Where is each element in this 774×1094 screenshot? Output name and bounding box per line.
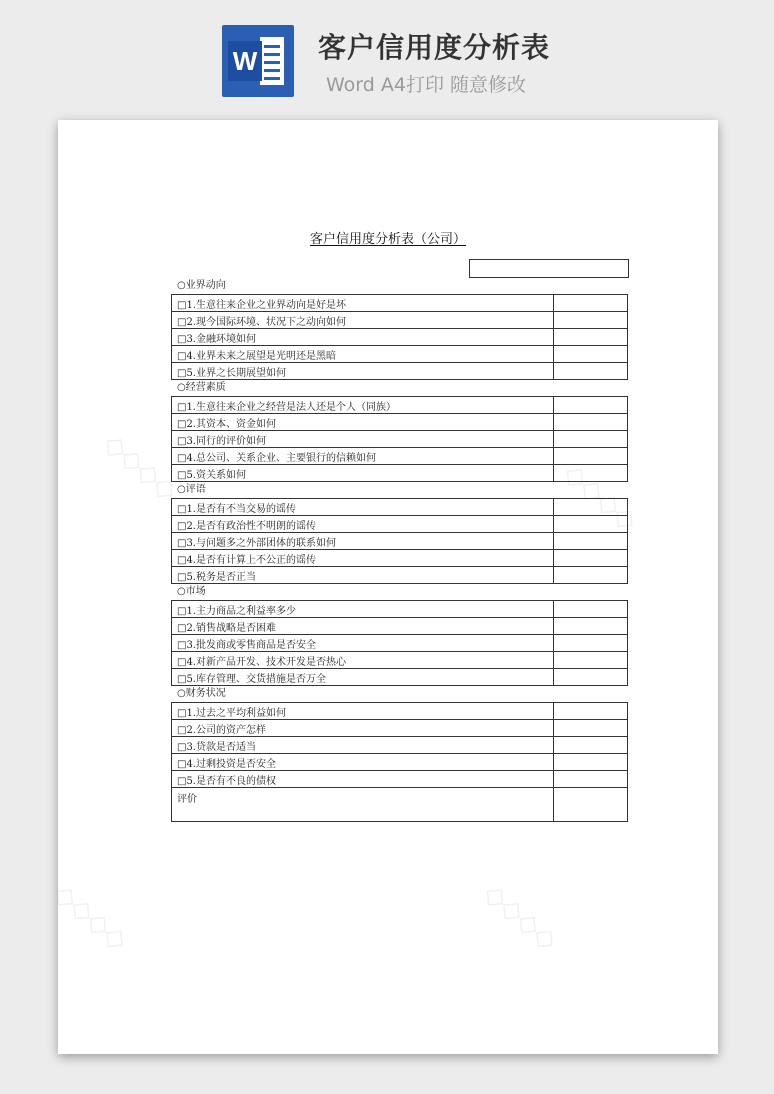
- table-row: [172, 346, 628, 363]
- item-value-cell[interactable]: [554, 601, 628, 618]
- table-row: [172, 329, 628, 346]
- word-logo-icon: [222, 25, 294, 97]
- section-table: [171, 396, 628, 482]
- item-value-cell[interactable]: [554, 618, 628, 635]
- table-row: [172, 499, 628, 516]
- evaluation-value-cell[interactable]: [554, 788, 628, 822]
- section-table: [171, 498, 628, 584]
- table-row: [172, 295, 628, 312]
- table-row: [172, 652, 628, 669]
- watermark: ◇◇◇◇: [477, 876, 565, 957]
- item-label: □3.贷款是否适当: [172, 737, 554, 754]
- item-label: □1.生意往来企业之业界动向是好是坏: [172, 295, 554, 312]
- table-row: [172, 720, 628, 737]
- item-label: □5.资关系如何: [172, 465, 554, 482]
- document-page: [47, 120, 718, 1054]
- item-label: □3.同行的评价如何: [172, 431, 554, 448]
- table-row: [172, 363, 628, 380]
- evaluation-label: 评价: [172, 788, 554, 822]
- item-label: □4.总公司、关系企业、主要银行的信赖如何: [172, 448, 554, 465]
- item-value-cell[interactable]: [554, 737, 628, 754]
- banner-subtitle: Word A4打印 随意修改: [326, 74, 527, 96]
- item-label: □1.过去之平均利益如何: [172, 703, 554, 720]
- evaluation-row: [172, 788, 628, 822]
- banner-header: [0, 0, 774, 110]
- table-row: [172, 312, 628, 329]
- section-title: ○财务状况: [177, 688, 226, 699]
- item-label: □4.过剩投资是否安全: [172, 754, 554, 771]
- item-value-cell[interactable]: [554, 431, 628, 448]
- item-value-cell[interactable]: [554, 414, 628, 431]
- table-row: [172, 567, 628, 584]
- section-title: ○业界动向: [177, 280, 226, 291]
- table-row: [172, 618, 628, 635]
- table-row: [172, 754, 628, 771]
- item-value-cell[interactable]: [554, 329, 628, 346]
- watermark: ◇◇◇◇: [97, 426, 185, 507]
- table-row: [172, 397, 628, 414]
- table-row: [172, 737, 628, 754]
- table-row: [172, 771, 628, 788]
- section-title: ○市场: [177, 586, 206, 597]
- table-row: [172, 533, 628, 550]
- table-row: [172, 550, 628, 567]
- item-value-cell[interactable]: [554, 499, 628, 516]
- item-label: □2.公司的资产怎样: [172, 720, 554, 737]
- item-label: □4.对新产品开发、技术开发是否热心: [172, 652, 554, 669]
- item-label: □5.业界之长期展望如何: [172, 363, 554, 380]
- item-value-cell[interactable]: [554, 448, 628, 465]
- table-row: [172, 516, 628, 533]
- section-title: ○评语: [177, 484, 206, 495]
- item-label: □2.是否有政治性不明朗的谣传: [172, 516, 554, 533]
- item-label: □5.税务是否正当: [172, 567, 554, 584]
- word-letter: W: [228, 41, 262, 81]
- section-table: [171, 702, 628, 822]
- item-label: □1.生意往来企业之经营是法人还是个人（同族）: [172, 397, 554, 414]
- item-value-cell[interactable]: [554, 550, 628, 567]
- item-value-cell[interactable]: [554, 635, 628, 652]
- item-label: □3.金融环境如何: [172, 329, 554, 346]
- table-row: [172, 635, 628, 652]
- item-label: □5.库存管理、交货措施是否万全: [172, 669, 554, 686]
- header-input-box[interactable]: [469, 259, 629, 278]
- item-value-cell[interactable]: [554, 652, 628, 669]
- item-value-cell[interactable]: [554, 516, 628, 533]
- item-label: □1.主力商品之利益率多少: [172, 601, 554, 618]
- section-table: [171, 294, 628, 380]
- table-row: [172, 448, 628, 465]
- section-title: ○经营素质: [177, 382, 226, 393]
- watermark: ◇◇◇◇: [47, 876, 135, 957]
- analysis-form: [171, 278, 628, 822]
- watermark: ◇◇◇◇: [557, 456, 645, 537]
- table-row: [172, 601, 628, 618]
- item-label: □3.与问题多之外部团体的联系如何: [172, 533, 554, 550]
- item-value-cell[interactable]: [554, 397, 628, 414]
- banner-title: 客户信用度分析表: [318, 31, 551, 64]
- table-row: [172, 703, 628, 720]
- document-title: 客户信用度分析表（公司）: [309, 232, 466, 247]
- item-value-cell[interactable]: [554, 465, 628, 482]
- item-value-cell[interactable]: [554, 295, 628, 312]
- item-label: □2.其资本、资金如何: [172, 414, 554, 431]
- item-label: □2.销售战略是否困难: [172, 618, 554, 635]
- item-label: □5.是否有不良的债权: [172, 771, 554, 788]
- item-value-cell[interactable]: [554, 703, 628, 720]
- item-label: □4.是否有计算上不公正的谣传: [172, 550, 554, 567]
- page-lines-decoration: [260, 37, 284, 85]
- item-value-cell[interactable]: [554, 312, 628, 329]
- item-value-cell[interactable]: [554, 771, 628, 788]
- item-value-cell[interactable]: [554, 720, 628, 737]
- item-label: □3.批发商或零售商品是否安全: [172, 635, 554, 652]
- item-label: □4.业界未来之展望是光明还是黑暗: [172, 346, 554, 363]
- item-value-cell[interactable]: [554, 754, 628, 771]
- table-row: [172, 465, 628, 482]
- item-value-cell[interactable]: [554, 346, 628, 363]
- table-row: [172, 669, 628, 686]
- table-row: [172, 431, 628, 448]
- section-table: [171, 600, 628, 686]
- item-value-cell[interactable]: [554, 363, 628, 380]
- table-row: [172, 414, 628, 431]
- item-value-cell[interactable]: [554, 567, 628, 584]
- item-label: □2.现今国际环境、状况下之动向如何: [172, 312, 554, 329]
- item-value-cell[interactable]: [554, 533, 628, 550]
- item-value-cell[interactable]: [554, 669, 628, 686]
- item-label: □1.是否有不当交易的谣传: [172, 499, 554, 516]
